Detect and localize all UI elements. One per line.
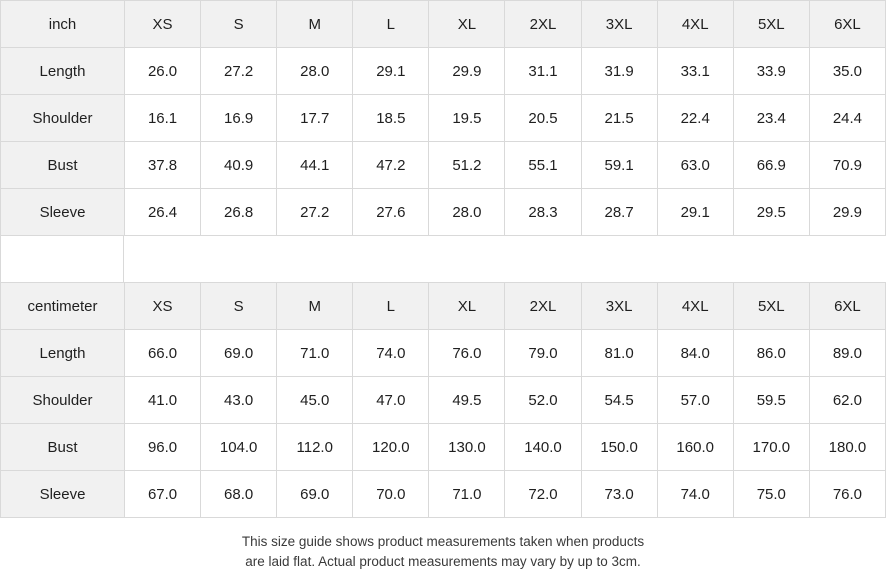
row-label-shoulder: Shoulder — [1, 95, 125, 142]
cell-length-xs: 26.0 — [125, 48, 201, 95]
cell-sleeve-2xl: 28.3 — [505, 189, 581, 236]
cell-length-s: 69.0 — [201, 330, 277, 377]
row-label-sleeve: Sleeve — [1, 471, 125, 518]
cell-length-5xl: 86.0 — [733, 330, 809, 377]
table-row — [1, 95, 886, 142]
cell-shoulder-3xl: 54.5 — [581, 377, 657, 424]
size-header-2xl: 2XL — [505, 1, 581, 48]
cell-length-xl: 76.0 — [429, 330, 505, 377]
cell-bust-5xl: 66.9 — [733, 142, 809, 189]
cell-shoulder-m: 45.0 — [277, 377, 353, 424]
cell-length-xs: 66.0 — [125, 330, 201, 377]
cell-bust-m: 44.1 — [277, 142, 353, 189]
cell-sleeve-4xl: 74.0 — [657, 471, 733, 518]
cell-length-m: 71.0 — [277, 330, 353, 377]
size-header-6xl: 6XL — [809, 283, 885, 330]
cell-shoulder-xs: 41.0 — [125, 377, 201, 424]
cell-length-6xl: 35.0 — [809, 48, 885, 95]
cell-bust-2xl: 140.0 — [505, 424, 581, 471]
cell-bust-xl: 130.0 — [429, 424, 505, 471]
cell-shoulder-s: 16.9 — [201, 95, 277, 142]
unit-label-inch: inch — [1, 1, 125, 48]
cell-shoulder-2xl: 52.0 — [505, 377, 581, 424]
size-header-l: L — [353, 1, 429, 48]
cell-bust-6xl: 70.9 — [809, 142, 885, 189]
table-row — [1, 471, 886, 518]
size-header-s: S — [201, 1, 277, 48]
cell-bust-xl: 51.2 — [429, 142, 505, 189]
size-header-xl: XL — [429, 1, 505, 48]
cell-sleeve-m: 69.0 — [277, 471, 353, 518]
cell-sleeve-5xl: 75.0 — [733, 471, 809, 518]
cell-sleeve-6xl: 29.9 — [809, 189, 885, 236]
table-header-row — [1, 1, 886, 48]
footnote-line-2: are laid flat. Actual product measurements may vary by up to 3cm. — [245, 554, 641, 569]
row-label-sleeve: Sleeve — [1, 189, 125, 236]
row-label-bust: Bust — [1, 142, 125, 189]
table-gap-spacer — [0, 236, 886, 282]
cell-length-xl: 29.9 — [429, 48, 505, 95]
cell-sleeve-l: 27.6 — [353, 189, 429, 236]
table-row — [1, 330, 886, 377]
spacer-right-area — [124, 236, 886, 282]
cell-bust-6xl: 180.0 — [809, 424, 885, 471]
cell-length-3xl: 81.0 — [581, 330, 657, 377]
size-header-l: L — [353, 283, 429, 330]
cell-shoulder-3xl: 21.5 — [581, 95, 657, 142]
cell-bust-s: 40.9 — [201, 142, 277, 189]
size-header-xs: XS — [125, 1, 201, 48]
footnote-line-1: This size guide shows product measurements taken when products — [241, 534, 645, 549]
cell-bust-4xl: 160.0 — [657, 424, 733, 471]
size-header-6xl: 6XL — [809, 1, 885, 48]
size-header-m: M — [277, 283, 353, 330]
cell-sleeve-3xl: 28.7 — [581, 189, 657, 236]
size-header-3xl: 3XL — [581, 1, 657, 48]
size-header-5xl: 5XL — [733, 1, 809, 48]
cell-bust-4xl: 63.0 — [657, 142, 733, 189]
cell-shoulder-5xl: 59.5 — [733, 377, 809, 424]
cell-sleeve-2xl: 72.0 — [505, 471, 581, 518]
table-row — [1, 424, 886, 471]
size-header-4xl: 4XL — [657, 283, 733, 330]
cell-shoulder-2xl: 20.5 — [505, 95, 581, 142]
cell-shoulder-6xl: 62.0 — [809, 377, 885, 424]
size-header-xl: XL — [429, 283, 505, 330]
cell-length-5xl: 33.9 — [733, 48, 809, 95]
cell-bust-xs: 96.0 — [125, 424, 201, 471]
cell-length-3xl: 31.9 — [581, 48, 657, 95]
cell-shoulder-l: 47.0 — [353, 377, 429, 424]
cell-shoulder-4xl: 57.0 — [657, 377, 733, 424]
cell-sleeve-s: 26.8 — [201, 189, 277, 236]
cell-bust-3xl: 150.0 — [581, 424, 657, 471]
row-label-length: Length — [1, 330, 125, 377]
cell-length-4xl: 33.1 — [657, 48, 733, 95]
size-header-5xl: 5XL — [733, 283, 809, 330]
cell-bust-m: 112.0 — [277, 424, 353, 471]
cell-sleeve-3xl: 73.0 — [581, 471, 657, 518]
size-table-inch — [0, 0, 886, 236]
spacer-left-column — [0, 236, 124, 282]
row-label-shoulder: Shoulder — [1, 377, 125, 424]
cell-bust-3xl: 59.1 — [581, 142, 657, 189]
table-row — [1, 377, 886, 424]
cell-sleeve-xl: 28.0 — [429, 189, 505, 236]
cell-length-2xl: 31.1 — [505, 48, 581, 95]
cell-shoulder-xs: 16.1 — [125, 95, 201, 142]
cell-length-6xl: 89.0 — [809, 330, 885, 377]
cell-shoulder-xl: 49.5 — [429, 377, 505, 424]
cell-length-s: 27.2 — [201, 48, 277, 95]
cell-length-l: 74.0 — [353, 330, 429, 377]
unit-label-centimeter: centimeter — [1, 283, 125, 330]
cell-shoulder-6xl: 24.4 — [809, 95, 885, 142]
cell-sleeve-6xl: 76.0 — [809, 471, 885, 518]
table-header-row — [1, 283, 886, 330]
cell-bust-l: 47.2 — [353, 142, 429, 189]
cell-shoulder-l: 18.5 — [353, 95, 429, 142]
cell-sleeve-xl: 71.0 — [429, 471, 505, 518]
cell-sleeve-m: 27.2 — [277, 189, 353, 236]
cell-shoulder-4xl: 22.4 — [657, 95, 733, 142]
row-label-length: Length — [1, 48, 125, 95]
cell-shoulder-5xl: 23.4 — [733, 95, 809, 142]
table-row — [1, 142, 886, 189]
cell-sleeve-xs: 26.4 — [125, 189, 201, 236]
cell-sleeve-s: 68.0 — [201, 471, 277, 518]
size-header-2xl: 2XL — [505, 283, 581, 330]
cell-shoulder-xl: 19.5 — [429, 95, 505, 142]
cell-length-m: 28.0 — [277, 48, 353, 95]
cell-length-l: 29.1 — [353, 48, 429, 95]
cell-shoulder-m: 17.7 — [277, 95, 353, 142]
size-header-xs: XS — [125, 283, 201, 330]
table-row — [1, 189, 886, 236]
cell-sleeve-5xl: 29.5 — [733, 189, 809, 236]
size-header-4xl: 4XL — [657, 1, 733, 48]
cell-shoulder-s: 43.0 — [201, 377, 277, 424]
size-header-s: S — [201, 283, 277, 330]
size-header-3xl: 3XL — [581, 283, 657, 330]
cell-sleeve-l: 70.0 — [353, 471, 429, 518]
table-row — [1, 48, 886, 95]
cell-bust-2xl: 55.1 — [505, 142, 581, 189]
cell-bust-xs: 37.8 — [125, 142, 201, 189]
size-header-m: M — [277, 1, 353, 48]
cell-length-4xl: 84.0 — [657, 330, 733, 377]
cell-length-2xl: 79.0 — [505, 330, 581, 377]
cell-sleeve-xs: 67.0 — [125, 471, 201, 518]
cell-bust-l: 120.0 — [353, 424, 429, 471]
cell-bust-5xl: 170.0 — [733, 424, 809, 471]
row-label-bust: Bust — [1, 424, 125, 471]
size-table-centimeter — [0, 282, 886, 518]
cell-bust-s: 104.0 — [201, 424, 277, 471]
cell-sleeve-4xl: 29.1 — [657, 189, 733, 236]
